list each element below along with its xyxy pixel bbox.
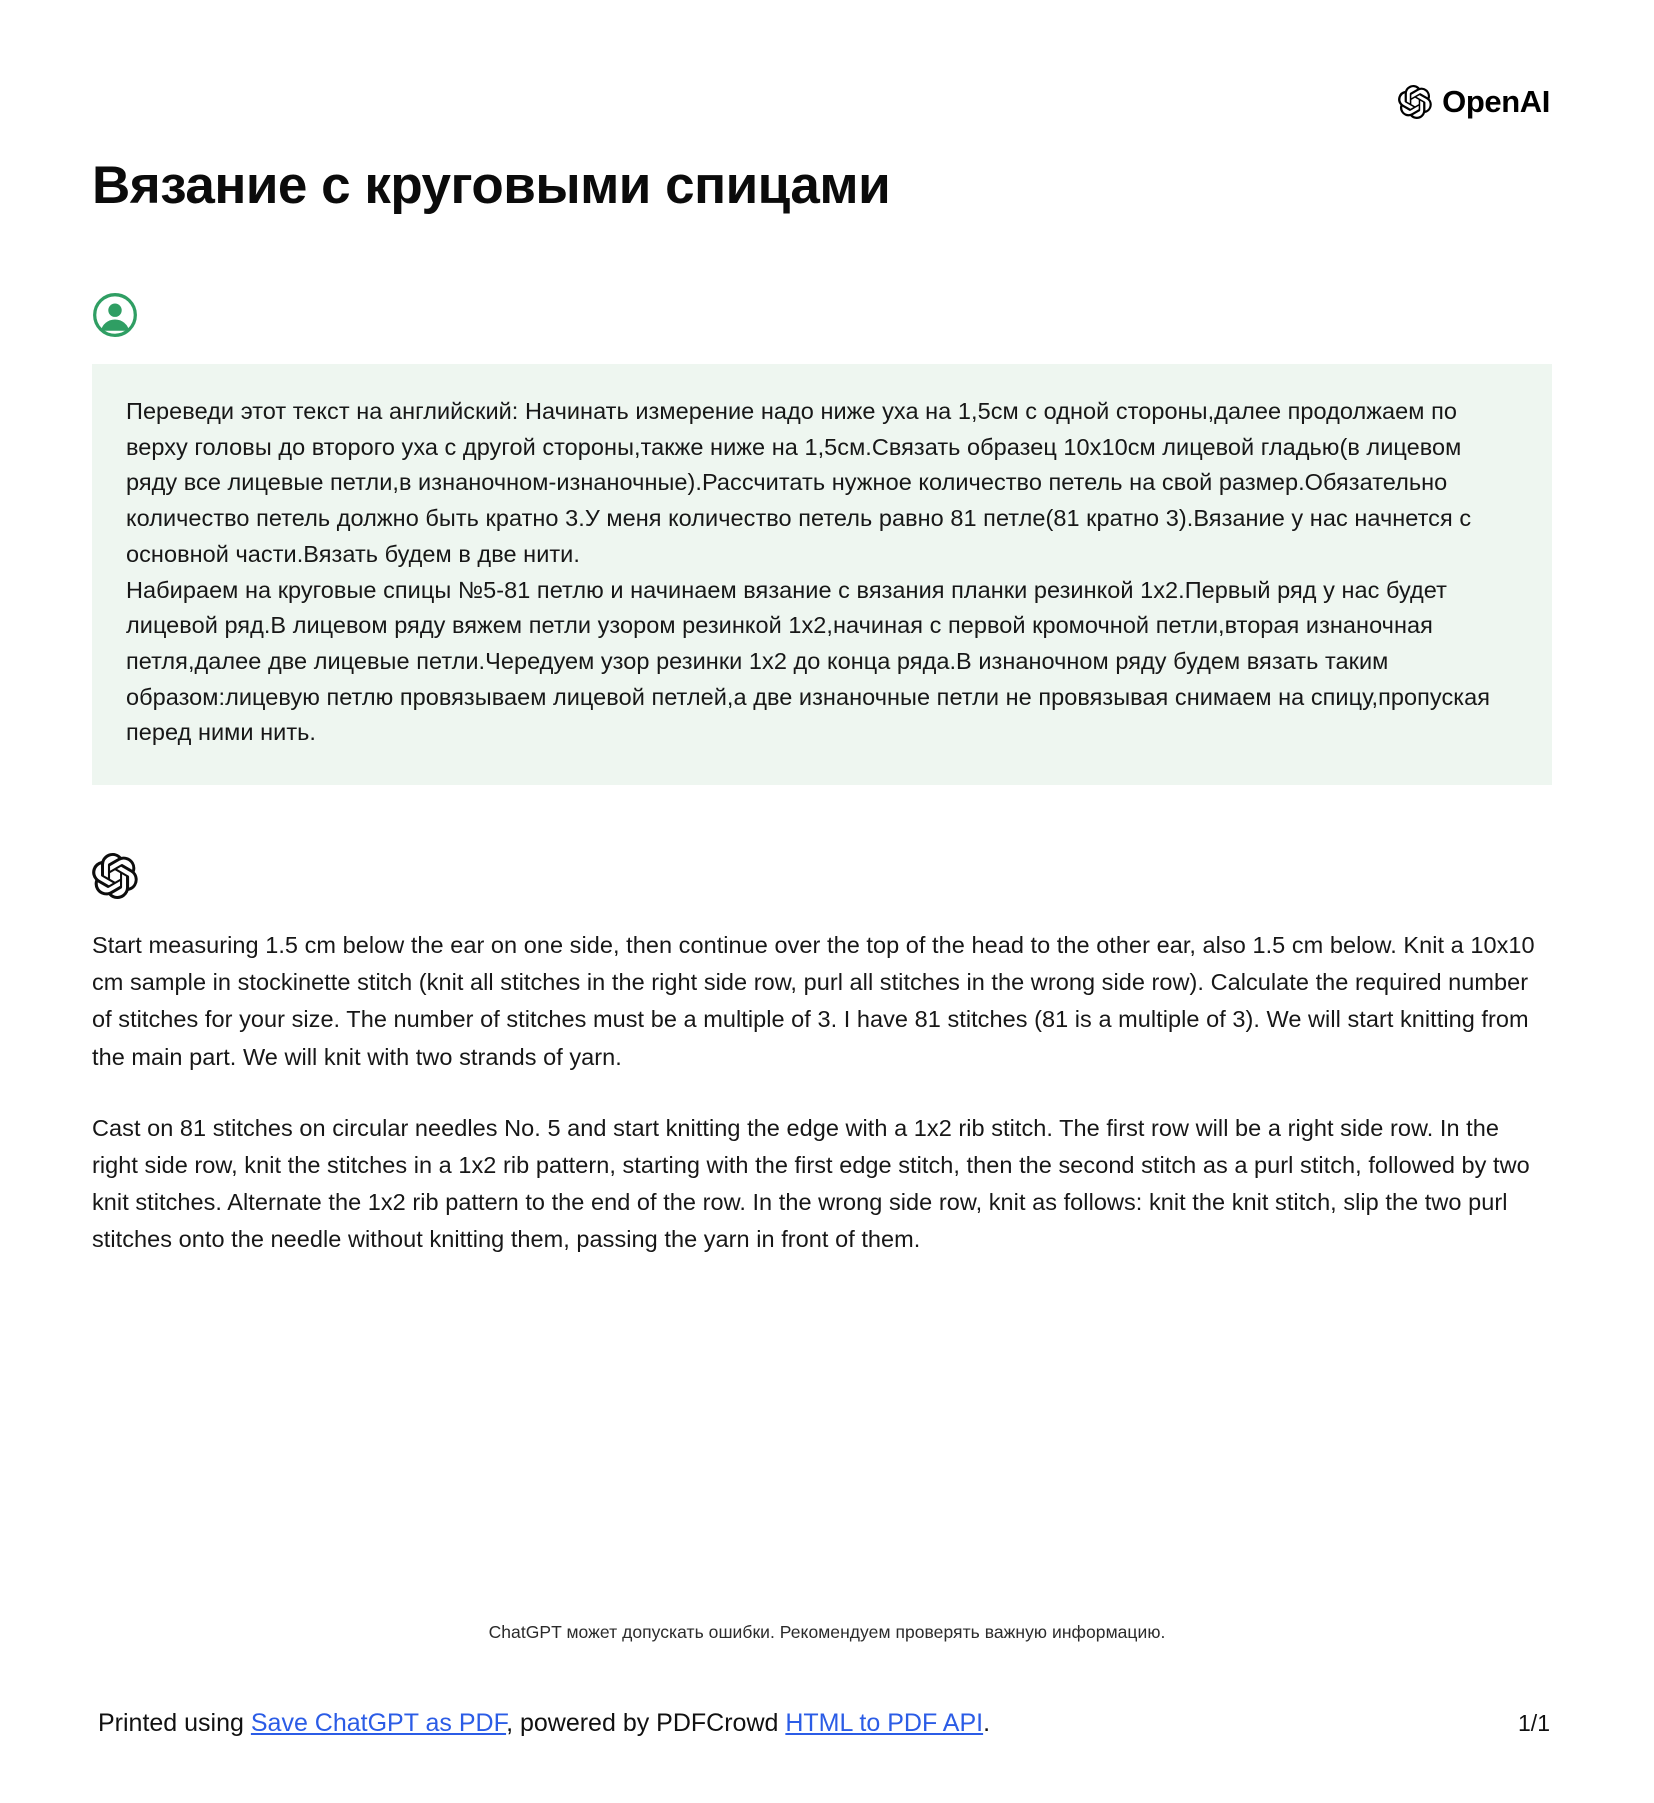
chatgpt-disclaimer: ChatGPT может допускать ошибки. Рекомендуем проверять важную информацию. bbox=[488, 1622, 1166, 1642]
assistant-paragraph-2: Cast on 81 stitches on circular needles No. 5 and start knitting the edge with a 1x2 rib stitch. The first row will be a right side row. In the right side row, knit the stitches in a 1x2 rib pattern, starting with the first edge stitch, then the second stitch as a purl stitch, followed by two knit stitches. Alternate the 1x2 rib pattern to the end of the row. In the wrong side row, knit as follows: knit the knit stitch, slip the two purl stitches onto the needle without knitting them, passing the yarn in front of them. bbox=[92, 1114, 1530, 1253]
footer-prefix: Printed using bbox=[98, 1709, 251, 1737]
save-chatgpt-as-pdf-link[interactable]: Save ChatGPT as PDF bbox=[250, 1709, 507, 1737]
footer-suffix: . bbox=[983, 1709, 991, 1737]
user-paragraph-1: Переведи этот текст на английский: Начинать измерение надо ниже уха на 1,5см с одной стороны,далее продолжаем по верху головы до второго уха с другой стороны,также ниже на 1,5см.Связать образец 10x10см лицевой гладью(в лицевом ряду все лицевые петли,в изнаночном-изнаночные).Рассчитать нужное количество петель на свой размер.Обязательно количество петель должно быть кратно 3.У меня количество петель равно 81 петле(81 кратно 3).Вязание у нас начнется с основной части.Вязать будем в две нити. bbox=[126, 398, 1472, 567]
user-message-bubble bbox=[92, 364, 1552, 785]
openai-brand bbox=[1398, 84, 1550, 120]
user-turn bbox=[92, 292, 1552, 785]
pdf-footer bbox=[98, 1709, 1550, 1738]
assistant-turn bbox=[92, 853, 1552, 1258]
footer-middle: , powered by PDFCrowd bbox=[506, 1709, 786, 1737]
chatgpt-logo-icon bbox=[92, 853, 138, 899]
openai-wordmark: OpenAI bbox=[1442, 84, 1550, 119]
html-to-pdf-api-link[interactable]: HTML to PDF API bbox=[785, 1709, 984, 1737]
page-title: Вязание с круговыми спицами bbox=[92, 156, 891, 215]
user-avatar-icon bbox=[92, 292, 138, 338]
assistant-paragraph-1: Start measuring 1.5 cm below the ear on one side, then continue over the top of the head to the other ear, also 1.5 cm below. Knit a 10x10 cm sample in stockinette stitch (knit all stitches in the right side row, purl all stitches in the wrong side row). Calculate the required number of stitches for your size. The number of stitches must be a multiple of 3. I have 81 stitches (81 is a multiple of 3). We will start knitting from the main part. We will knit with two strands of yarn. bbox=[92, 932, 1535, 1070]
user-paragraph-2: Набираем на круговые спицы №5-81 петлю и начинаем вязание с вязания планки резинкой 1x2.Первый ряд у нас будет лицевой ряд.В лицевом ряду вяжем петли узором резинкой 1x2,начиная с первой кромочной петли,вторая изнаночная петля,далее две лицевые петли.Чередуем узор резинки 1x2 до конца ряда.В изнаночном ряду будем вязать таким образом:лицевую петлю провязываем лицевой петлей,а две изнаночные петли не провязывая снимаем на спицу,пропуская перед ними нить. bbox=[126, 576, 1491, 746]
openai-logo-icon bbox=[1398, 85, 1432, 119]
footer-credit bbox=[98, 1709, 990, 1738]
conversation bbox=[92, 292, 1552, 1258]
assistant-message bbox=[92, 927, 1552, 1258]
page-number: 1/1 bbox=[1518, 1710, 1550, 1736]
